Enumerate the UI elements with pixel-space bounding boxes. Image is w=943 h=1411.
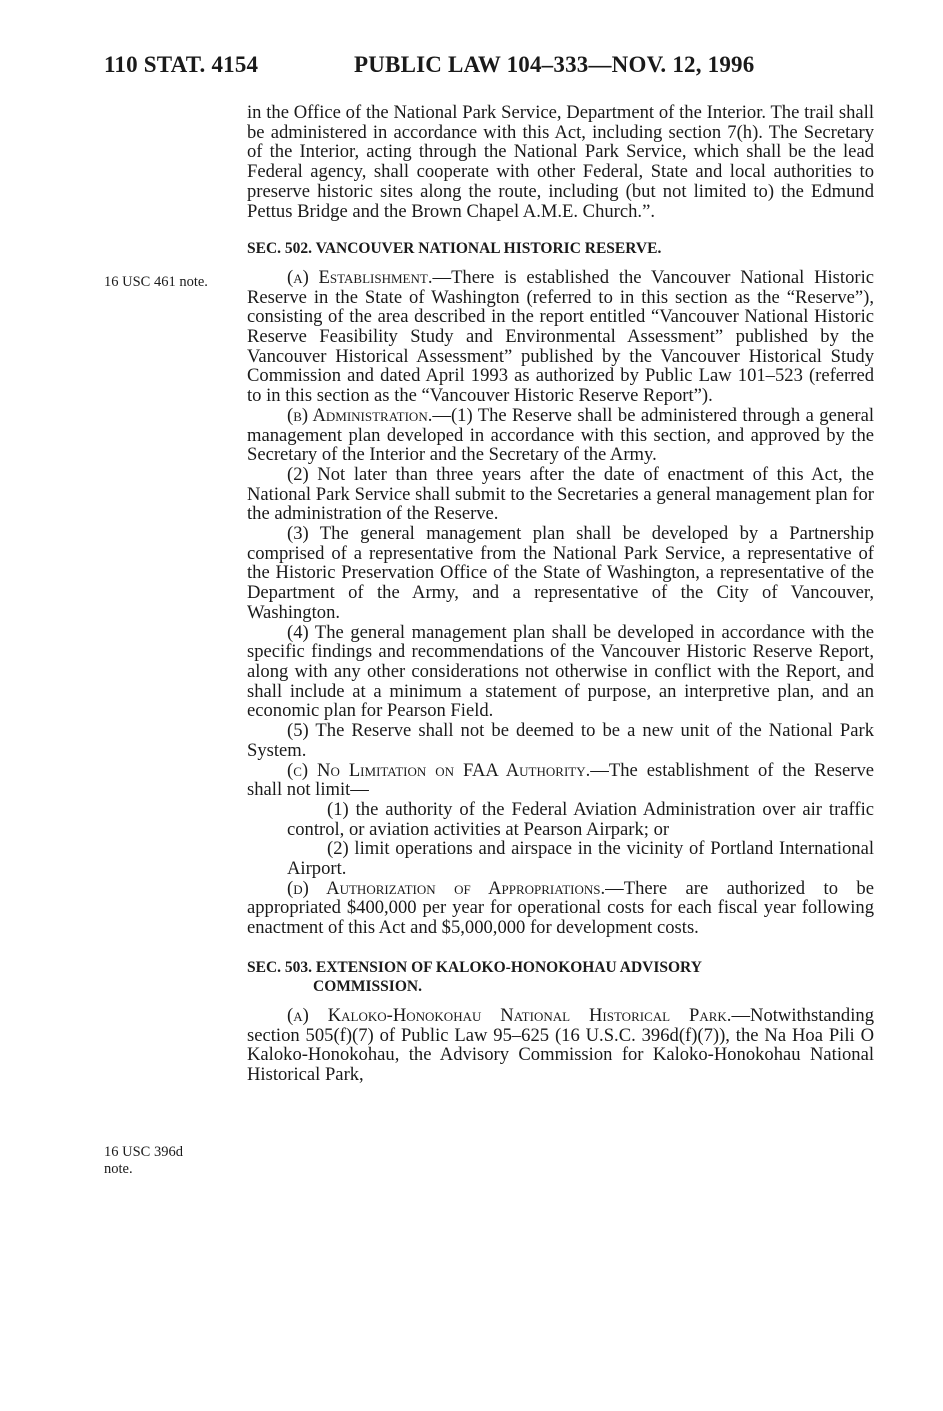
- sec502-subsection-d: [247, 879, 874, 938]
- sec502-subsection-b3: (3) The general management plan shall be developed by a Partnership comprised of a representative from the National Park Service, a representative of the Historic Preservation Office of the State of Washington, a representative of the Department of the Army, and a representative of the City of Vancouver, Washington.: [247, 523, 874, 623]
- running-header: [0, 52, 943, 92]
- statute-page-number: 110 STAT. 4154: [104, 52, 259, 77]
- sec502-a-text: —There is established the Vancouver National Historic Reserve in the State of Washington (referred to in this section as the “Reserve”), consisting of the area described in the report entitled “Vancouver National Historic Reserve Feasibility Study and Environmental Assessment” published by the Vancouver Historical Assessment” published by the Vancouver Historical Study Commission and dated April 1993 as authorized by Public Law 101–523 (referred to in this section as the “Vancouver Historic Reserve Report”).: [247, 266, 874, 407]
- margin-note-sec503: 16 USC 396d note.: [104, 1144, 183, 1177]
- sec502-paragraph-c2: (2) limit operations and airspace in the vicinity of Portland International Airport.: [287, 838, 874, 880]
- sec502-b-label: (b) Administration.: [287, 404, 433, 426]
- section-503-heading-line2: COMMISSION.: [313, 977, 422, 995]
- continuation-paragraph: in the Office of the National Park Service, Department of the Interior. The trail shall be administered in accordance with this Act, including section 7(h). The Secretary of the Interior, acting through the National Park Service, which shall be the lead Federal agency, shall cooperate with other Federal, State and local authorities to preserve historic sites along the route, including (but not limited to) the Edmund Pettus Bridge and the Brown Chapel A.M.E. Church.”.: [247, 102, 874, 222]
- sec502-paragraph-c1: (1) the authority of the Federal Aviation Administration over air traffic control, or aviation activities at Pearson Airpark; or: [287, 798, 874, 840]
- sec503-a-label: (a) Kaloko-Honokohau National Historical Park.: [287, 1004, 732, 1026]
- sec502-c-text: —The establishment of the Reserve shall not limit—: [247, 759, 874, 801]
- margin-note-sec502: 16 USC 461 note.: [104, 274, 208, 290]
- page-body: [247, 103, 874, 1085]
- section-502-heading: SEC. 502. VANCOUVER NATIONAL HISTORIC RESERVE.: [247, 240, 662, 258]
- section-503-heading-line1: SEC. 503. EXTENSION OF KALOKO-HONOKOHAU ADVISORY: [247, 958, 702, 976]
- sec502-subsection-b5: (5) The Reserve shall not be deemed to be a new unit of the National Park System.: [247, 720, 874, 761]
- sec502-subsection-b4: (4) The general management plan shall be developed in accordance with the specific findings and recommendations of the Vancouver Historic Reserve Report, along with any other considerations not otherwise in conflict with the Report, and shall include at a minimum a statement of purpose, an interpretive plan, and an economic plan for Pearson Field.: [247, 621, 874, 722]
- sec502-subsection-c: [247, 761, 874, 800]
- sec502-d-label: (d) Authorization of Appropriations.: [287, 877, 606, 899]
- sec502-d-text: —There are authorized to be appropriated $400,000 per year for operational costs for each fiscal year following enactment of this Act and $5,000,000 for development costs.: [247, 877, 874, 939]
- sec503-subsection-a: [247, 1006, 874, 1085]
- sec502-subsection-b1: [247, 406, 874, 465]
- sec502-a-label: (a) Establishment.: [287, 266, 433, 288]
- sec503-a-text: —Notwithstanding section 505(f)(7) of Public Law 95–625 (16 U.S.C. 396d(f)(7)), the Na Hoa Pili O Kaloko-Honokohau, the Advisory Commission for Kaloko-Honokohau National Historical Park,: [247, 1004, 874, 1085]
- section-503-heading: [247, 958, 874, 996]
- sec502-c-label: (c) No Limitation on FAA Authority.: [287, 759, 591, 781]
- sec502-subsection-b2: (2) Not later than three years after the date of enactment of this Act, the National Park Service shall submit to the Secretaries a general management plan for the administration of the Reserve.: [247, 463, 874, 525]
- sec502-b1-text: —(1) The Reserve shall be administered through a general management plan developed in accordance with this section, and approved by the Secretary of the Interior and the Secretary of the Army.: [247, 404, 874, 466]
- sec502-subsection-a: [247, 268, 874, 406]
- public-law-citation: PUBLIC LAW 104–333—NOV. 12, 1996: [354, 52, 755, 77]
